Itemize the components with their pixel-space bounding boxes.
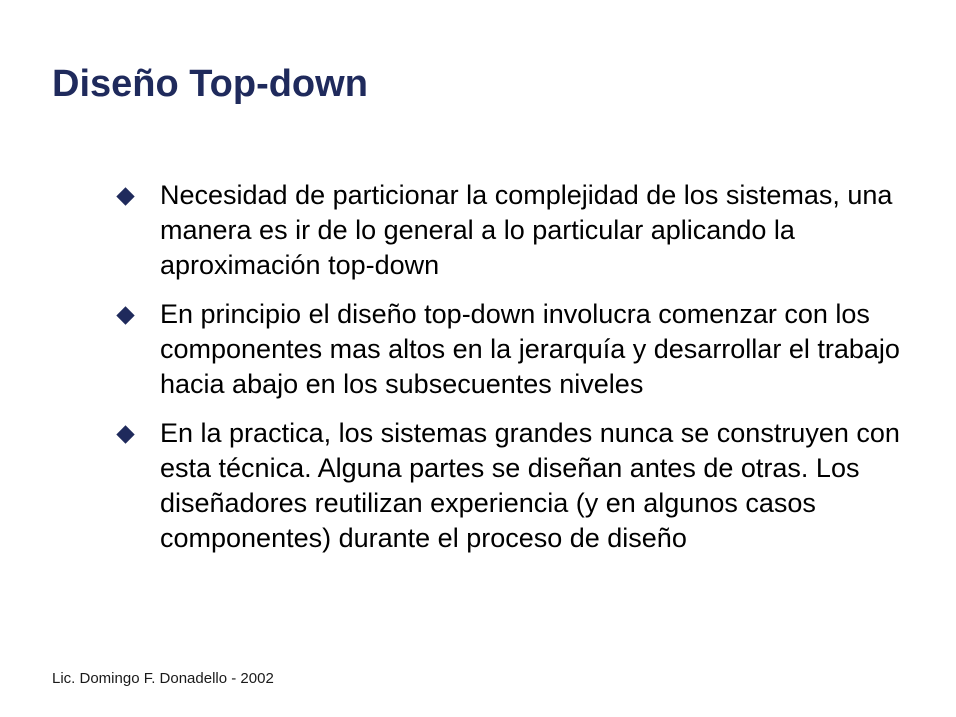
- bullet-item: [115, 178, 915, 283]
- bullet-text: En principio el diseño top-down involucra comenzar con los componentes mas altos en la jerarquía y desarrollar el trabajo hacia abajo en los subsecuentes niveles: [160, 299, 900, 399]
- bullet-item: [115, 297, 915, 402]
- diamond-bullet-icon: [116, 425, 134, 443]
- bullet-item: [115, 416, 915, 556]
- diamond-bullet-icon: [116, 187, 134, 205]
- slide-title: Diseño Top-down: [52, 63, 368, 105]
- footer-credit: Lic. Domingo F. Donadello - 2002: [52, 670, 274, 687]
- diamond-bullet-icon: [116, 306, 134, 324]
- bullet-text: Necesidad de particionar la complejidad de los sistemas, una manera es ir de lo general a lo particular aplicando la aproximación top-down: [160, 180, 893, 280]
- bullet-list: [115, 178, 915, 570]
- bullet-text: En la practica, los sistemas grandes nunca se construyen con esta técnica. Alguna partes se diseñan antes de otras. Los diseñadores reutilizan experiencia (y en algunos casos componentes) durante el proceso de diseño: [160, 418, 900, 553]
